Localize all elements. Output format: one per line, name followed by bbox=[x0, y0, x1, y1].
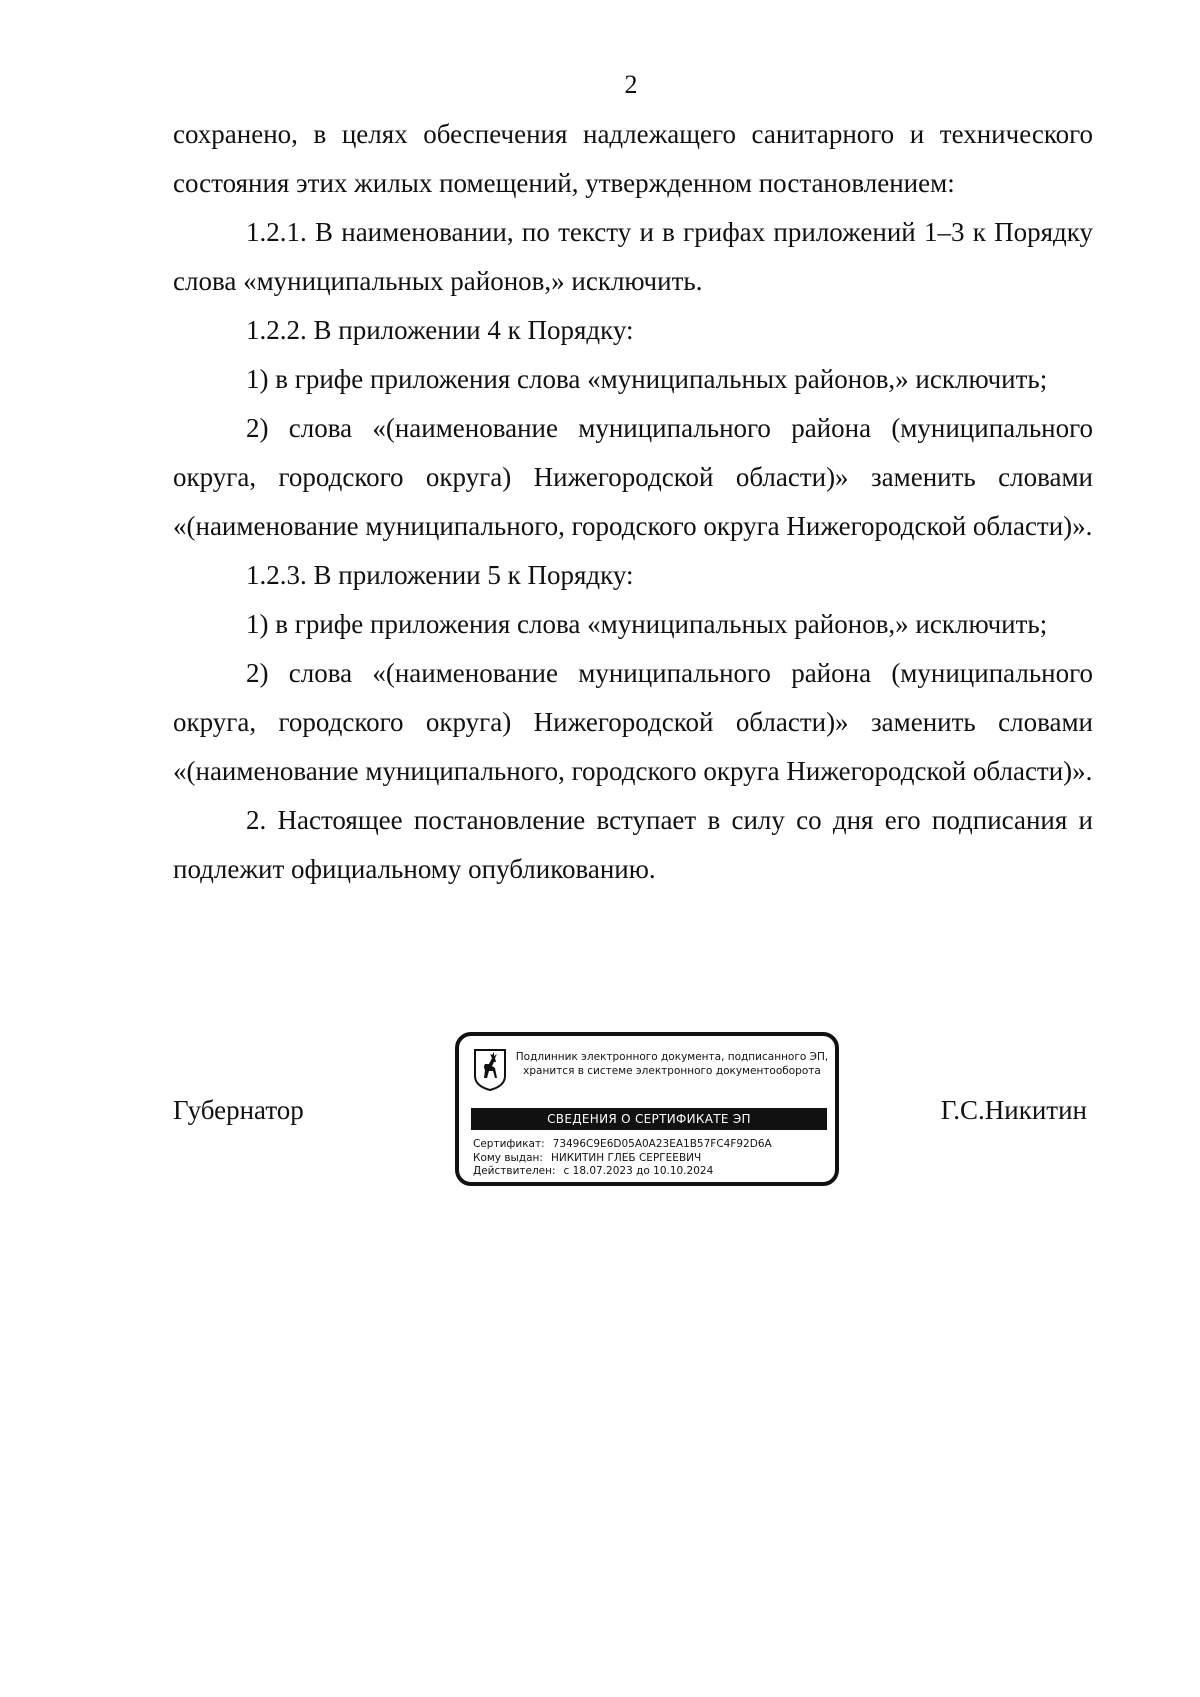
certificate-label: Сертификат: bbox=[473, 1138, 545, 1150]
validity-label: Действителен: bbox=[473, 1165, 556, 1177]
validity-row bbox=[473, 1165, 833, 1179]
paragraph-1-2-2-item-1: 1) в грифе приложения слова «муниципальных районов,» исключить; bbox=[246, 364, 1048, 394]
paragraph-1-2-2: 1.2.2. В приложении 4 к Порядку: bbox=[246, 315, 634, 345]
paragraph-1-2-1: 1.2.1. В наименовании, по тексту и в грифах приложений 1–3 к Порядку слова «муниципальных районов,» исключить. bbox=[173, 217, 1093, 296]
stamp-title-bar: СВЕДЕНИЯ О СЕРТИФИКАТЕ ЭП bbox=[471, 1108, 827, 1130]
page-number: 2 bbox=[624, 70, 638, 99]
coat-of-arms-deer-icon bbox=[473, 1048, 507, 1092]
paragraph-2-effective-date: 2. Настоящее постановление вступает в силу со дня его подписания и подлежит официальному опубликованию. bbox=[173, 805, 1093, 884]
validity-value: с 18.07.2023 до 10.10.2024 bbox=[563, 1165, 714, 1177]
signer-position: Губернатор bbox=[173, 1095, 304, 1125]
paragraph-continuation: сохранено, в целях обеспечения надлежащего санитарного и технического состояния этих жилых помещений, утвержденном постановлением: bbox=[173, 119, 1093, 198]
paragraph-1-2-3-item-1: 1) в грифе приложения слова «муниципальных районов,» исключить; bbox=[246, 609, 1048, 639]
certificate-value: 73496C9E6D05A0A23EA1B57FC4F92D6A bbox=[552, 1138, 772, 1150]
paragraph-1-2-2-item-2: 2) слова «(наименование муниципального района (муниципального округа, городского округа) Нижегородской области)» заменить словами «(наименование муниципального, городского округа Нижегородской области)». bbox=[173, 413, 1093, 541]
issued-to-label: Кому выдан: bbox=[473, 1151, 543, 1164]
stamp-header-line-1: Подлинник электронного документа, подписанного ЭП, bbox=[515, 1051, 829, 1063]
issued-to-row bbox=[473, 1152, 833, 1166]
document-body bbox=[173, 110, 1093, 894]
paragraph-1-2-3: 1.2.3. В приложении 5 к Порядку: bbox=[246, 560, 634, 590]
paragraph-1-2-3-item-2: 2) слова «(наименование муниципального района (муниципального округа, городского округа) Нижегородской области)» заменить словами «(наименование муниципального, городского округа Нижегородской области)». bbox=[173, 658, 1093, 786]
signer-name: Г.С.Никитин bbox=[940, 1095, 1087, 1125]
issued-to-value: НИКИТИН ГЛЕБ СЕРГЕЕВИЧ bbox=[550, 1151, 702, 1164]
certificate-row bbox=[473, 1138, 833, 1152]
stamp-certificate-details bbox=[473, 1138, 833, 1179]
electronic-signature-stamp bbox=[455, 1032, 839, 1186]
stamp-header-line-2: хранится в системе электронного документооборота bbox=[523, 1065, 821, 1077]
stamp-header bbox=[511, 1050, 833, 1078]
